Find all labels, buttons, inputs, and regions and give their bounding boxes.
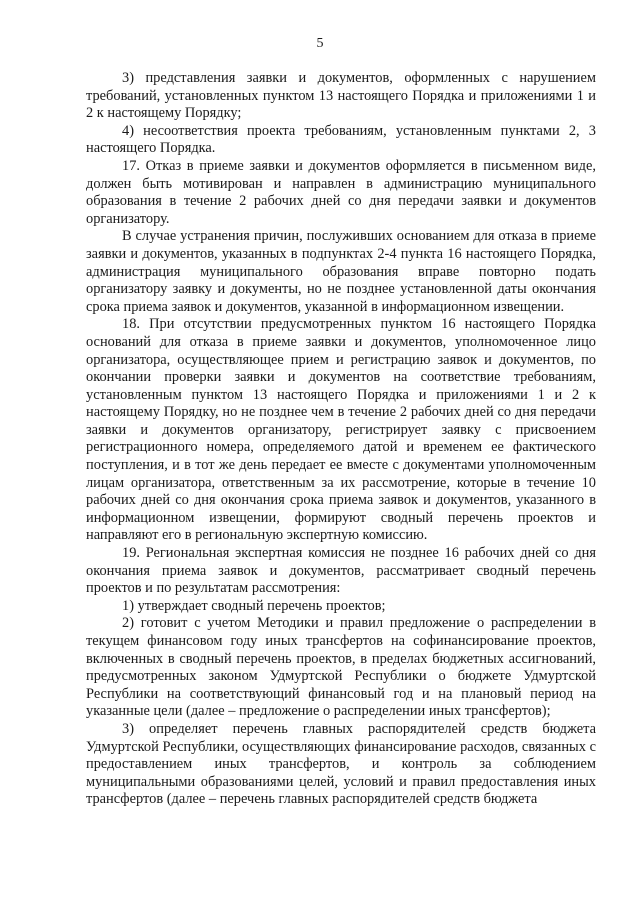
paragraph-item-4: 4) несоответствия проекта требованиям, установленным пунктами 2, 3 настоящего Порядка. xyxy=(86,122,596,157)
paragraph-17: 17. Отказ в приеме заявки и документов оформляется в письменном виде, должен быть мотивирован и направлен в администрацию муниципального образования в течение 2 рабочих дней со дня передачи заявки и документов организатору. xyxy=(86,157,596,227)
paragraph-18: 18. При отсутствии предусмотренных пунктом 16 настоящего Порядка оснований для отказа в приеме заявки и документов, уполномоченное лицо организатора, осуществляющее прием и регистрацию заявок и документов, по окончании проверки заявки и документов на соответствие требованиям, установленным пунктом 13 настоящего Порядка и приложениями 1 и 2 к настоящему Порядку, но не позднее чем в течение 2 рабочих дней со дня передачи заявки и документов организатору, регистрирует заявку с присвоением регистрационного номера, определяемого датой и временем ее фактического поступления, и в тот же день передает ее вместе с документами уполномоченным лицам организатора, ответственным за их рассмотрение, которые в течение 10 рабочих дней со дня окончания срока приема заявок и документов, указанного в информационном извещении, формируют сводный перечень проектов и направляют его в региональную экспертную комиссию. xyxy=(86,316,596,544)
paragraph-item-3: 3) представления заявки и документов, оформленных с нарушением требований, установленных пунктом 13 настоящего Порядка и приложениями 1 и 2 к настоящему Порядку; xyxy=(86,70,596,122)
paragraph-19: 19. Региональная экспертная комиссия не позднее 16 рабочих дней со дня окончания приема заявок и документов, рассматривает сводный перечень проектов и по результатам рассмотрения: xyxy=(86,545,596,597)
paragraph-19-item-3: 3) определяет перечень главных распорядителей средств бюджета Удмуртской Республики, осуществляющих финансирование расходов, связанных с предоставлением иных трансфертов, и контроль за соблюдением муниципальными образованиями целей, условий и правил предоставления иных трансфертов (далее – перечень главных распорядителей средств бюджета xyxy=(86,720,596,808)
page-number: 5 xyxy=(316,36,324,51)
paragraph-19-item-2: 2) готовит с учетом Методики и правил предложение о распределении в текущем финансовом году иных трансфертов на софинансирование проектов, включенных в сводный перечень проектов, в пределах бюджетных ассигнований, предусмотренных законом Удмуртской Республики о бюджете Удмуртской Республики на соответствующий финансовый год и на плановый период на указанные цели (далее – предложение о распределении иных трансфертов); xyxy=(86,615,596,720)
paragraph-19-item-1: 1) утверждает сводный перечень проектов; xyxy=(122,597,386,614)
paragraph-17-resubmission: В случае устранения причин, послуживших основанием для отказа в приеме заявки и документов, указанных в подпунктах 2-4 пункта 16 настоящего Порядка, администрация муниципального образования вправе повторно подать организатору заявку и документы, но не позднее установленной даты окончания срока приема заявок и документов, указанной в информационном извещении. xyxy=(86,228,596,315)
document-body xyxy=(86,70,596,809)
